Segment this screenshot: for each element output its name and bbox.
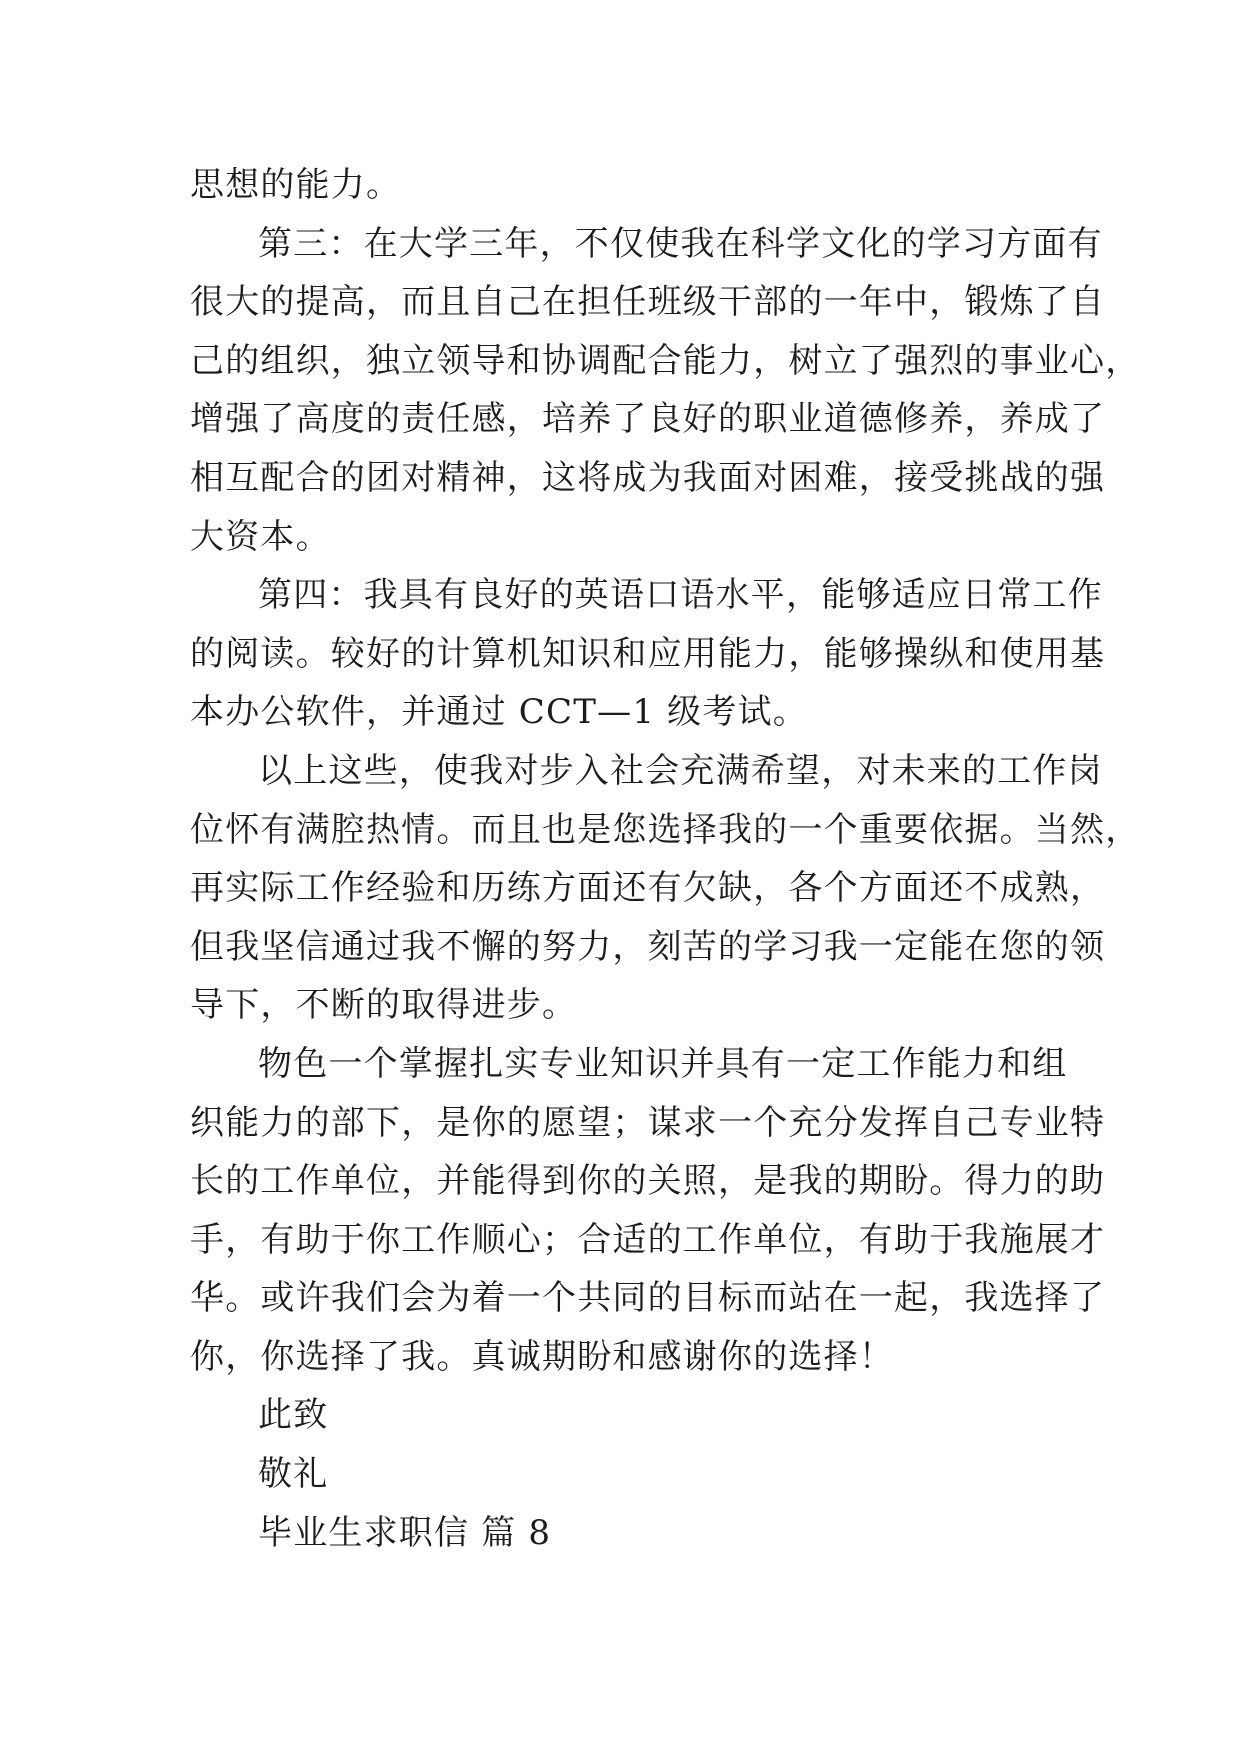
text-line: 你，你选择了我。真诚期盼和感谢你的选择！ — [190, 1336, 894, 1377]
text-line: 长的工作单位，并能得到你的关照，是我的期盼。得力的助 — [190, 1161, 1106, 1202]
text-line: 以上这些，使我对步入社会充满希望，对未来的工作岗 — [258, 750, 1103, 791]
text-line: 很大的提高，而且自己在担任班级干部的一年中，锻炼了自 — [190, 282, 1106, 323]
text-line: 再实际工作经验和历练方面还有欠缺，各个方面还不成熟， — [190, 868, 1106, 909]
text-line: 增强了高度的责任感，培养了良好的职业道德修养，养成了 — [190, 399, 1106, 440]
section-heading: 毕业生求职信 篇 8 — [258, 1512, 552, 1553]
text-line: 物色一个掌握扎实专业知识并具有一定工作能力和组 — [258, 1043, 1068, 1084]
text-line: 本办公软件，并通过 CCT—1 级考试。 — [190, 692, 808, 733]
letter-body — [190, 156, 1141, 1562]
text-line: 相互配合的团对精神，这将成为我面对困难，接受挑战的强 — [190, 457, 1106, 498]
text-line: 的阅读。较好的计算机知识和应用能力，能够操纵和使用基 — [190, 633, 1106, 674]
text-line: 华。或许我们会为着一个共同的目标而站在一起，我选择了 — [190, 1278, 1106, 1319]
text-line: 位怀有满腔热情。而且也是您选择我的一个重要依据。当然， — [190, 809, 1141, 850]
text-line: 思想的能力。 — [190, 165, 402, 205]
text-line: 第三：在大学三年，不仅使我在科学文化的学习方面有 — [258, 223, 1103, 264]
text-line: 手，有助于你工作顺心；合适的工作单位，有助于我施展才 — [190, 1219, 1106, 1260]
closing-regards: 敬礼 — [258, 1454, 329, 1495]
text-line: 第四：我具有良好的英语口语水平，能够适应日常工作 — [258, 575, 1103, 616]
text-line: 大资本。 — [190, 516, 331, 557]
text-line: 织能力的部下，是你的愿望；谋求一个充分发挥自己专业特 — [190, 1102, 1106, 1143]
text-line: 导下，不断的取得进步。 — [190, 985, 578, 1026]
closing-salutation: 此致 — [258, 1395, 329, 1436]
text-line: 己的组织，独立领导和协调配合能力，树立了强烈的事业心， — [190, 340, 1141, 381]
text-line: 但我坚信通过我不懈的努力，刻苦的学习我一定能在您的领 — [190, 926, 1106, 967]
